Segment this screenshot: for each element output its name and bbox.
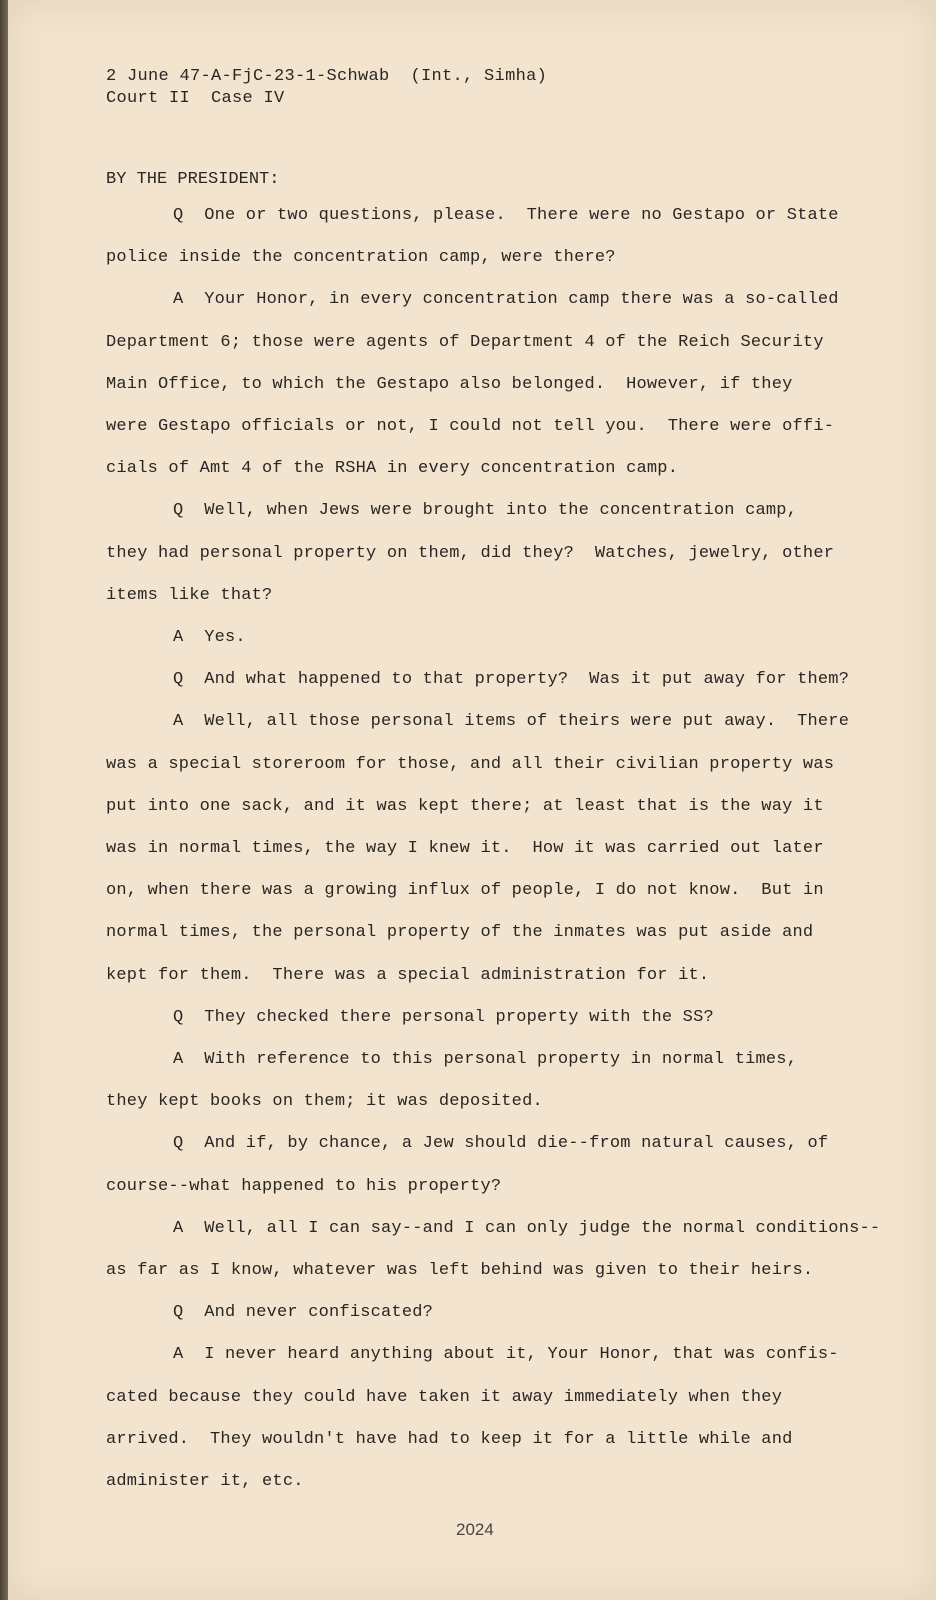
transcript-line: A With reference to this personal property in normal times, [173,1050,798,1069]
transcript-line: A Your Honor, in every concentration camp there was a so-called [173,290,839,310]
transcript-line: kept for them. There was a special administration for it. [106,965,710,985]
transcript-line: cials of Amt 4 of the RSHA in every concentration camp. [106,459,679,479]
transcript-line: administer it, etc. [106,1472,304,1491]
page-number: 2024 [456,1520,494,1540]
section-heading: BY THE PRESIDENT: [106,170,280,189]
transcript-line: police inside the concentration camp, were there? [106,248,616,268]
transcript-line: A Yes. [173,628,246,647]
transcript-line: they kept books on them; it was deposited. [106,1092,543,1112]
transcript-line: A Well, all I can say--and I can only judge the normal conditions-- [173,1218,881,1238]
transcript-line: they had personal property on them, did they? Watches, jewelry, other [106,543,835,563]
transcript-line: was a special storeroom for those, and all their civilian property was [106,754,835,774]
transcript-line: Department 6; those were agents of Department 4 of the Reich Security [106,332,824,352]
transcript-line: Q One or two questions, please. There were no Gestapo or State [173,206,839,225]
header-case-reference: 2 June 47-A-FjC-23-1-Schwab (Int., Simha) [106,67,548,86]
transcript-line: as far as I know, whatever was left behind was given to their heirs. [106,1261,814,1280]
document-header [106,66,547,110]
transcript-line: Q And never confiscated? [173,1303,434,1323]
transcript-line: Q And if, by chance, a Jew should die--from natural causes, of [173,1134,829,1154]
transcript-line: were Gestapo officials or not, I could not tell you. There were offi- [106,417,835,436]
transcript-line: Main Office, to which the Gestapo also belonged. However, if they [106,374,793,394]
header-court-case: Court II Case IV [106,89,285,108]
transcript-line: Q They checked there personal property with the SS? [173,1007,714,1027]
page-edge [0,0,8,1600]
transcript-line: A Well, all those personal items of theirs were put away. There [173,712,850,732]
transcript-line: course--what happened to his property? [106,1176,502,1196]
transcript-line: Q Well, when Jews were brought into the concentration camp, [173,501,798,521]
transcript-line: A I never heard anything about it, Your Honor, that was confis- [173,1345,839,1365]
transcript-line: items like that? [106,585,273,605]
transcript-line: on, when there was a growing influx of people, I do not know. But in [106,881,824,901]
document-page [8,0,936,1600]
transcript-line: put into one sack, and it was kept there; at least that is the way it [106,796,824,816]
transcript-line: arrived. They wouldn't have had to keep it for a little while and [106,1429,793,1449]
transcript-line: Q And what happened to that property? Was it put away for them? [173,670,850,690]
transcript-line: was in normal times, the way I knew it. How it was carried out later [106,839,824,858]
transcript-line: cated because they could have taken it away immediately when they [106,1387,783,1407]
transcript-line: normal times, the personal property of the inmates was put aside and [106,923,814,943]
